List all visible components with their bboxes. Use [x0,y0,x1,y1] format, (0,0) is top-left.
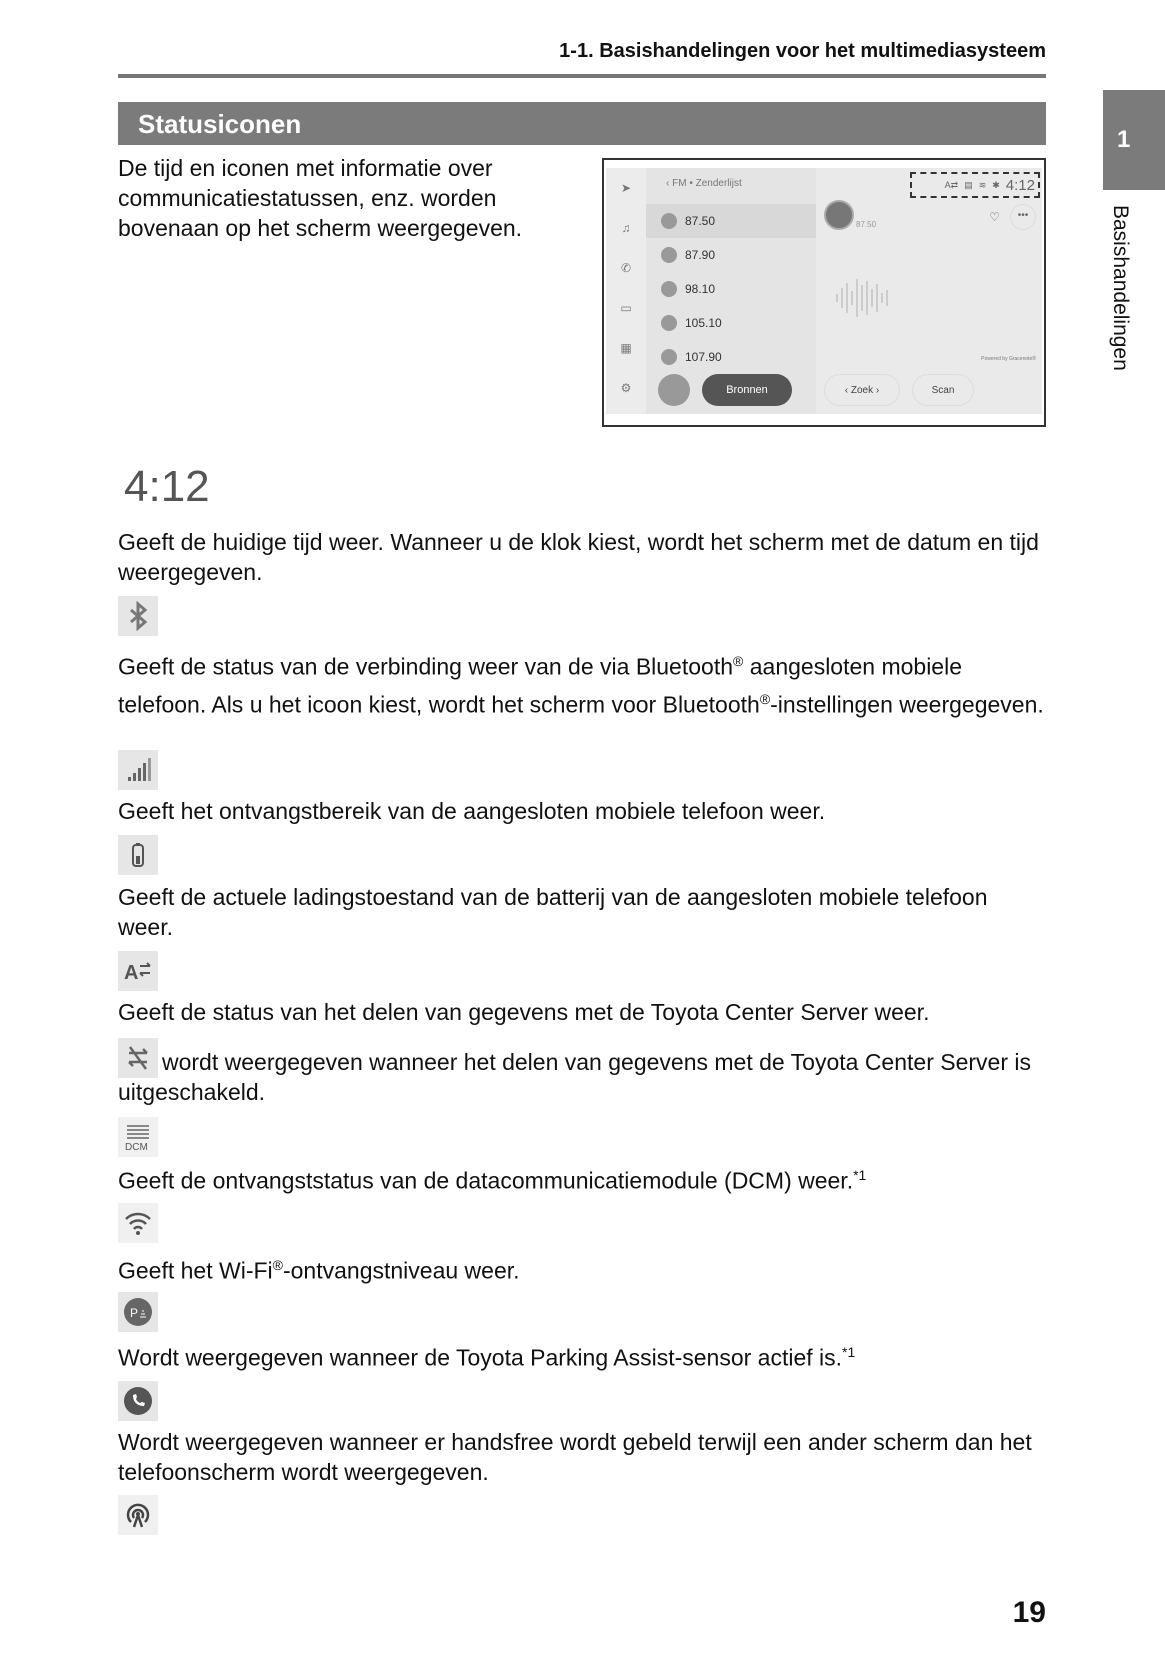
breadcrumb: ‹ FM • Zenderlijst [666,178,742,189]
handsfree-call-description: Wordt weergegeven wanneer er handsfree wordt gebeld terwijl een ander scherm dan het telefoonscherm wordt weergegeven. [118,1429,1032,1485]
header-rule [118,74,1046,78]
handsfree-call-icon [118,1381,158,1421]
bluetooth-icon: ✱ [992,179,1000,190]
data-sharing-description: Geeft de status van het delen van gegevens met de Toyota Center Server weer. [118,999,930,1025]
dcm-description: Geeft de ontvangststatus van de datacommunicatiemodule (DCM) weer.$^{*1}$ [118,1167,867,1194]
bluetooth-icon [118,596,158,636]
dcm-icon [118,1117,158,1157]
sources-button: Bronnen [702,374,792,406]
page-number: 19 [1012,1596,1046,1629]
powered-by: Powered by Gracenote® [981,356,1036,362]
station-item: 98.10 [646,272,816,306]
section-title: Statusiconen [118,102,1046,145]
chapter-tab: 1 [1103,90,1165,190]
clock-sample: 4:12 [124,462,210,511]
station-item: 87.50 [646,204,816,238]
wifi-description: Geeft het Wi-Fi®-ontvangstniveau weer. [118,1257,520,1284]
scan-button: Scan [912,374,974,406]
data-sharing-off-description: wordt weergegeven wanneer het delen van gegevens met de Toyota Center Server is uitgeschakeld. [118,1049,1031,1105]
battery-icon [118,835,158,875]
svg-text:P: P [130,1306,139,1320]
current-frequency: 87.50 [856,220,877,229]
seek-button: ‹ Zoek › [824,374,900,406]
station-item: 87.90 [646,238,816,272]
wifi-icon [118,1203,158,1243]
screen-clock: 4:12 [1005,176,1035,194]
station-item: 107.90 [646,340,816,374]
station-logo-icon [824,200,854,230]
dcm-icon: ▤ [964,179,973,190]
heart-icon: ♡ [989,210,1000,224]
data-share-icon: A⇄ [944,179,959,190]
svg-text:DCM: DCM [125,1142,148,1152]
chapter-header: 1-1. Basishandelingen voor het multimediasysteem [559,40,1046,62]
chapter-tab-label: Basishandelingen [1109,205,1132,371]
microphone-icon [658,374,690,406]
screen-illustration [602,158,1046,427]
music-icon: ♫ [621,221,631,235]
status-area-highlight [910,172,1040,198]
settings-icon: ⚙ [620,381,632,395]
battery-description: Geeft de actuele ladingstoestand van de batterij van de aangesloten mobiele telefoon weer. [118,884,988,940]
parking-assist-description: Wordt weergegeven wanneer de Toyota Parking Assist-sensor actief is.$^{*1}$ [118,1344,856,1371]
phone-icon: ✆ [620,261,632,275]
station-list [646,168,816,414]
svg-text:A: A [124,962,139,984]
navigation-icon: ➤ [620,181,632,195]
section-intro: De tijd en iconen met informatie over communicatiestatussen, enz. worden bovenaan op het scherm weergegeven. [118,155,523,241]
more-icon: ••• [1010,204,1036,230]
signal-strength-icon [118,750,158,790]
wifi-icon: ≋ [978,179,987,190]
car-icon: ▭ [620,301,632,315]
apps-icon: ▦ [620,341,632,355]
waveform-icon [836,278,906,318]
clock-description: Geeft de huidige tijd weer. Wanneer u de klok kiest, wordt het scherm met de datum en tijd weergegeven. [118,529,1039,585]
station-item: 105.10 [646,306,816,340]
signal-description: Geeft het ontvangstbereik van de aangesloten mobiele telefoon weer. [118,798,826,824]
bluetooth-description: Geeft de status van de verbinding weer van de via Bluetooth® aangesloten mobiele telefoon. Als u het icoon kiest, wordt het scherm voor Bluetooth®-instellingen weergegeven. [118,653,1044,718]
parking-assist-icon [118,1292,158,1332]
broadcast-icon [118,1495,158,1535]
data-sharing-icon [118,951,158,991]
screen-sidebar [606,168,646,414]
